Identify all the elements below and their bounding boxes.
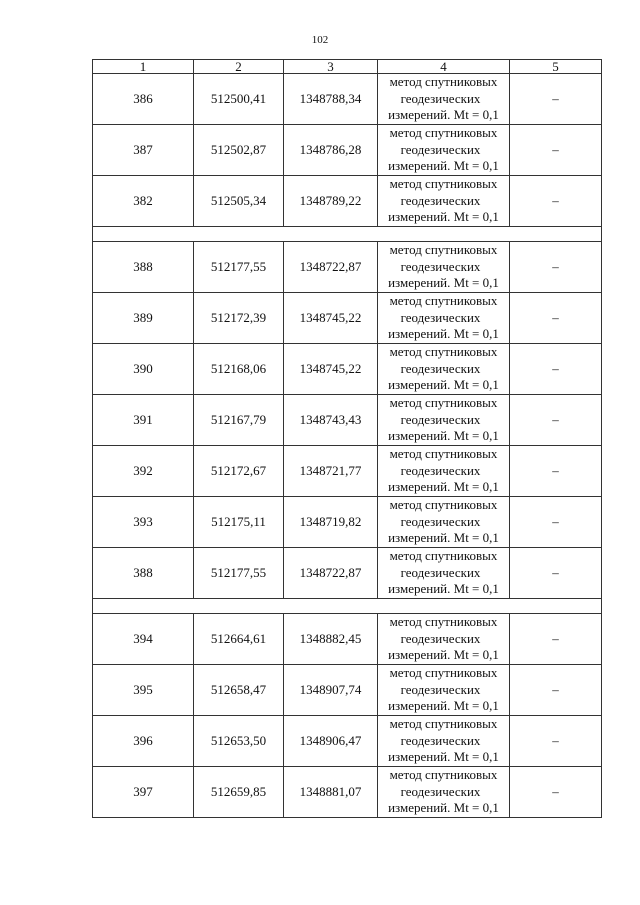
method-text-line: измерений. Mt = 0,1 xyxy=(388,275,499,291)
point-number-cell: 395 xyxy=(93,665,194,716)
table-row xyxy=(93,344,602,395)
method-text-line: измерений. Mt = 0,1 xyxy=(388,581,499,597)
table-row xyxy=(93,548,602,599)
x-coordinate-cell: 512505,34 xyxy=(194,176,284,227)
method-cell xyxy=(378,125,510,176)
y-coordinate-cell: 1348722,87 xyxy=(284,548,378,599)
table-row xyxy=(93,446,602,497)
method-text-line: измерений. Mt = 0,1 xyxy=(388,479,499,495)
note-cell: – xyxy=(510,548,602,599)
method-text-line: геодезических xyxy=(400,630,481,646)
method-cell xyxy=(378,176,510,227)
method-text-line: метод спутниковых xyxy=(389,548,498,564)
y-coordinate-cell: 1348907,74 xyxy=(284,665,378,716)
column-header-4: 4 xyxy=(378,60,510,74)
table-body xyxy=(93,60,602,818)
table-row xyxy=(93,497,602,548)
table-header-row xyxy=(93,60,602,74)
point-number-cell: 389 xyxy=(93,293,194,344)
method-text-line: геодезических xyxy=(400,90,481,106)
method-cell xyxy=(378,716,510,767)
table-row xyxy=(93,176,602,227)
method-text-line: геодезических xyxy=(400,258,481,274)
method-text-line: метод спутниковых xyxy=(389,395,498,411)
note-cell: – xyxy=(510,716,602,767)
method-text-line: метод спутниковых xyxy=(389,767,498,783)
method-text-line: измерений. Mt = 0,1 xyxy=(388,377,499,393)
point-number-cell: 396 xyxy=(93,716,194,767)
group-separator-row xyxy=(93,227,602,242)
method-text-line: метод спутниковых xyxy=(389,446,498,462)
method-text-line: геодезических xyxy=(400,783,481,799)
group-separator-cell xyxy=(93,227,602,242)
method-text-line: геодезических xyxy=(400,141,481,157)
point-number-cell: 394 xyxy=(93,614,194,665)
method-cell xyxy=(378,344,510,395)
table-row xyxy=(93,293,602,344)
point-number-cell: 390 xyxy=(93,344,194,395)
note-cell: – xyxy=(510,125,602,176)
method-cell xyxy=(378,242,510,293)
x-coordinate-cell: 512500,41 xyxy=(194,74,284,125)
method-text-line: метод спутниковых xyxy=(389,716,498,732)
x-coordinate-cell: 512177,55 xyxy=(194,548,284,599)
x-coordinate-cell: 512167,79 xyxy=(194,395,284,446)
point-number-cell: 382 xyxy=(93,176,194,227)
method-text-line: метод спутниковых xyxy=(389,293,498,309)
method-text-line: геодезических xyxy=(400,462,481,478)
method-text-line: геодезических xyxy=(400,513,481,529)
x-coordinate-cell: 512175,11 xyxy=(194,497,284,548)
point-number-cell: 397 xyxy=(93,767,194,818)
point-number-cell: 388 xyxy=(93,548,194,599)
y-coordinate-cell: 1348745,22 xyxy=(284,293,378,344)
point-number-cell: 391 xyxy=(93,395,194,446)
method-text-line: геодезических xyxy=(400,564,481,580)
method-text-line: метод спутниковых xyxy=(389,242,498,258)
x-coordinate-cell: 512168,06 xyxy=(194,344,284,395)
method-text-line: метод спутниковых xyxy=(389,344,498,360)
column-header-3: 3 xyxy=(284,60,378,74)
method-text-line: измерений. Mt = 0,1 xyxy=(388,800,499,816)
y-coordinate-cell: 1348745,22 xyxy=(284,344,378,395)
column-header-2: 2 xyxy=(194,60,284,74)
method-text-line: метод спутниковых xyxy=(389,74,498,90)
x-coordinate-cell: 512172,39 xyxy=(194,293,284,344)
note-cell: – xyxy=(510,293,602,344)
method-text-line: метод спутниковых xyxy=(389,614,498,630)
table-row xyxy=(93,395,602,446)
y-coordinate-cell: 1348881,07 xyxy=(284,767,378,818)
group-separator-row xyxy=(93,599,602,614)
y-coordinate-cell: 1348789,22 xyxy=(284,176,378,227)
method-text-line: метод спутниковых xyxy=(389,497,498,513)
y-coordinate-cell: 1348722,87 xyxy=(284,242,378,293)
point-number-cell: 393 xyxy=(93,497,194,548)
method-cell xyxy=(378,548,510,599)
note-cell: – xyxy=(510,767,602,818)
method-text-line: измерений. Mt = 0,1 xyxy=(388,158,499,174)
note-cell: – xyxy=(510,176,602,227)
x-coordinate-cell: 512177,55 xyxy=(194,242,284,293)
point-number-cell: 388 xyxy=(93,242,194,293)
point-number-cell: 387 xyxy=(93,125,194,176)
note-cell: – xyxy=(510,497,602,548)
x-coordinate-cell: 512664,61 xyxy=(194,614,284,665)
method-cell xyxy=(378,614,510,665)
table-row xyxy=(93,74,602,125)
y-coordinate-cell: 1348719,82 xyxy=(284,497,378,548)
method-text-line: измерений. Mt = 0,1 xyxy=(388,749,499,765)
coordinates-table xyxy=(92,59,602,818)
method-text-line: геодезических xyxy=(400,192,481,208)
method-cell xyxy=(378,293,510,344)
note-cell: – xyxy=(510,344,602,395)
y-coordinate-cell: 1348882,45 xyxy=(284,614,378,665)
method-text-line: геодезических xyxy=(400,411,481,427)
method-cell xyxy=(378,446,510,497)
group-separator-cell xyxy=(93,599,602,614)
y-coordinate-cell: 1348743,43 xyxy=(284,395,378,446)
method-cell xyxy=(378,74,510,125)
y-coordinate-cell: 1348906,47 xyxy=(284,716,378,767)
method-cell xyxy=(378,395,510,446)
note-cell: – xyxy=(510,665,602,716)
note-cell: – xyxy=(510,242,602,293)
method-cell xyxy=(378,665,510,716)
table-row xyxy=(93,767,602,818)
y-coordinate-cell: 1348721,77 xyxy=(284,446,378,497)
table-row xyxy=(93,665,602,716)
table-row xyxy=(93,716,602,767)
method-text-line: измерений. Mt = 0,1 xyxy=(388,530,499,546)
method-text-line: метод спутниковых xyxy=(389,125,498,141)
note-cell: – xyxy=(510,614,602,665)
method-text-line: измерений. Mt = 0,1 xyxy=(388,698,499,714)
table-row xyxy=(93,125,602,176)
note-cell: – xyxy=(510,74,602,125)
note-cell: – xyxy=(510,446,602,497)
x-coordinate-cell: 512502,87 xyxy=(194,125,284,176)
table-row xyxy=(93,242,602,293)
y-coordinate-cell: 1348788,34 xyxy=(284,74,378,125)
method-text-line: метод спутниковых xyxy=(389,176,498,192)
column-header-1: 1 xyxy=(93,60,194,74)
method-text-line: измерений. Mt = 0,1 xyxy=(388,647,499,663)
method-cell xyxy=(378,767,510,818)
method-text-line: геодезических xyxy=(400,681,481,697)
table-row xyxy=(93,614,602,665)
method-cell xyxy=(378,497,510,548)
note-cell: – xyxy=(510,395,602,446)
point-number-cell: 386 xyxy=(93,74,194,125)
x-coordinate-cell: 512659,85 xyxy=(194,767,284,818)
page-number: 102 xyxy=(311,34,329,46)
method-text-line: измерений. Mt = 0,1 xyxy=(388,107,499,123)
x-coordinate-cell: 512172,67 xyxy=(194,446,284,497)
method-text-line: геодезических xyxy=(400,732,481,748)
method-text-line: измерений. Mt = 0,1 xyxy=(388,428,499,444)
method-text-line: измерений. Mt = 0,1 xyxy=(388,209,499,225)
column-header-5: 5 xyxy=(510,60,602,74)
x-coordinate-cell: 512658,47 xyxy=(194,665,284,716)
method-text-line: геодезических xyxy=(400,309,481,325)
point-number-cell: 392 xyxy=(93,446,194,497)
method-text-line: метод спутниковых xyxy=(389,665,498,681)
y-coordinate-cell: 1348786,28 xyxy=(284,125,378,176)
method-text-line: измерений. Mt = 0,1 xyxy=(388,326,499,342)
method-text-line: геодезических xyxy=(400,360,481,376)
x-coordinate-cell: 512653,50 xyxy=(194,716,284,767)
